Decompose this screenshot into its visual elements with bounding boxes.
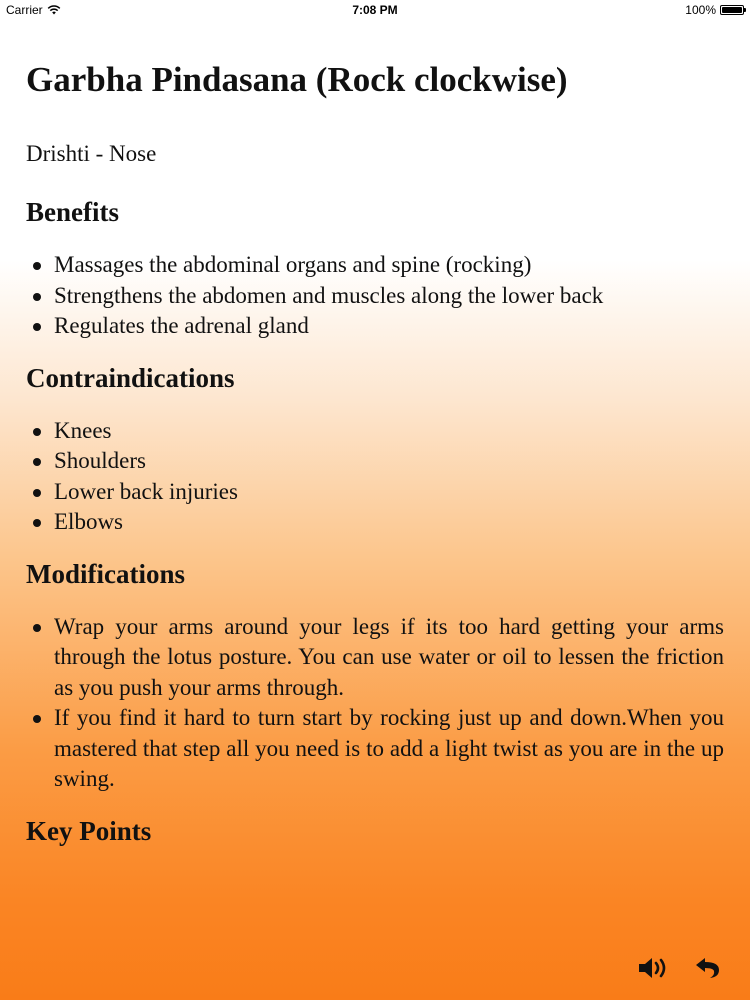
- contraindications-heading: Contraindications: [26, 362, 235, 393]
- benefits-list: [26, 250, 724, 342]
- key-points-heading: Key Points: [26, 815, 152, 846]
- audio-button[interactable]: [636, 954, 672, 982]
- return-arrow-icon: [693, 956, 723, 980]
- carrier-label: Carrier: [6, 3, 43, 17]
- battery-fill: [722, 7, 742, 13]
- list-item: Lower back injuries: [54, 477, 724, 508]
- battery-percent: 100%: [685, 3, 716, 17]
- list-item: Elbows: [54, 507, 724, 538]
- page-title: Garbha Pindasana (Rock clockwise): [26, 60, 568, 99]
- bottom-controls: [636, 954, 726, 982]
- battery-icon: [720, 5, 744, 15]
- modifications-list: [26, 612, 724, 795]
- list-item: Shoulders: [54, 446, 724, 477]
- speaker-icon: [637, 957, 671, 979]
- back-button[interactable]: [690, 954, 726, 982]
- drishti-text: Drishti - Nose: [26, 141, 157, 166]
- benefits-heading: Benefits: [26, 197, 119, 227]
- list-item: Wrap your arms around your legs if its too hard getting your arms through the lotus posture. You can use water or oil to lessen the friction as you push your arms through.: [54, 612, 724, 704]
- list-item: Strengthens the abdomen and muscles along the lower back: [54, 281, 724, 312]
- modifications-heading: Modifications: [26, 558, 185, 589]
- list-item: Knees: [54, 416, 724, 447]
- contraindications-list: [26, 416, 724, 538]
- battery-indicator: [685, 3, 744, 17]
- clock: 7:08 PM: [352, 3, 398, 17]
- status-bar: [0, 0, 750, 20]
- list-item: Massages the abdominal organs and spine (rocking): [54, 250, 724, 281]
- list-item: If you find it hard to turn start by rocking just up and down.When you mastered that step all you need is to add a light twist as you are in the up swing.: [54, 703, 724, 795]
- pose-detail: [26, 52, 724, 869]
- list-item: Regulates the adrenal gland: [54, 311, 724, 342]
